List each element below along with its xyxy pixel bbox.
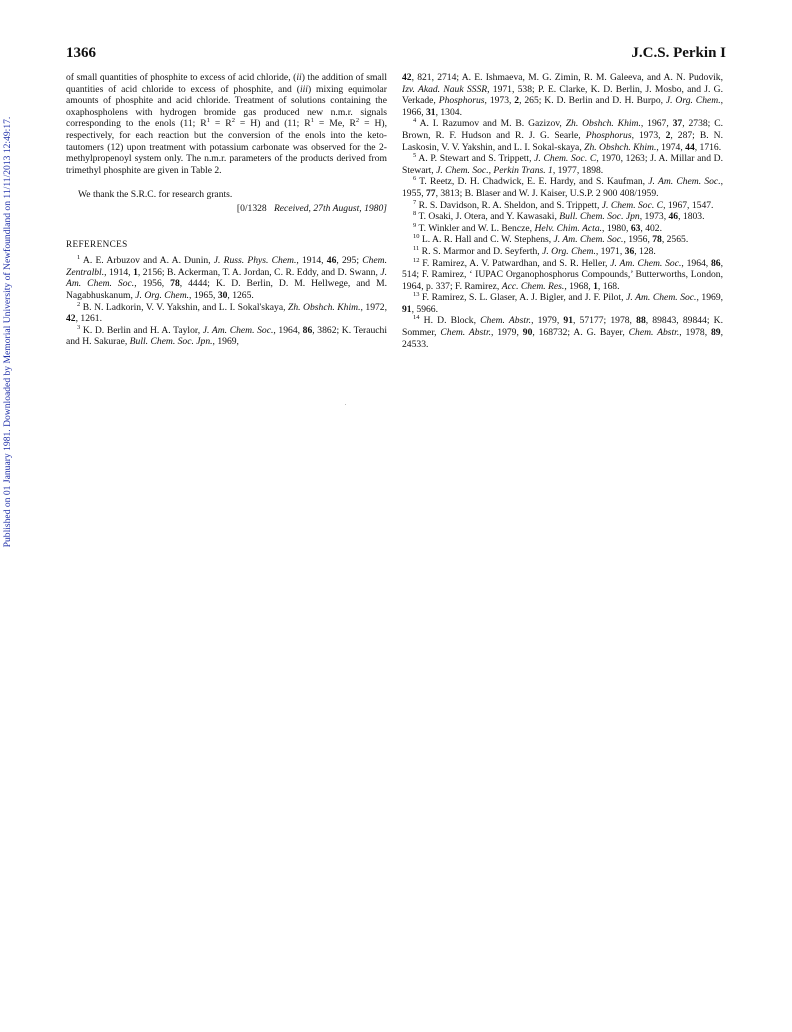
reference-3-start: $^3$ K. D. Berlin and H. A. Taylor, J. Am. Chem. Soc., 1964, 86, 3862; K. Terauchi and H. Sakurae, Bull. Chem. Soc. Jpn., 1969, xyxy=(66,323,388,348)
reference-9: $^9$ T. Winkler and W. L. Bencze, Helv. Chim. Acta., 1980, 63, 402. xyxy=(413,221,662,234)
reference-11: $^{11}$ R. S. Marmor and D. Seyferth, J. Org. Chem., 1971, 36, 128. xyxy=(413,244,656,257)
download-watermark: Published on 01 January 1981. Downloaded by Memorial University of Newfoundland on 11/11/2013 12:49:17. xyxy=(2,116,13,548)
journal-name: J.C.S. Perkin I xyxy=(631,45,726,61)
reference-7: $^7$ R. S. Davidson, R. A. Sheldon, and S. Trippett, J. Chem. Soc. C, 1967, 1547. xyxy=(413,198,714,211)
reference-5: $^5$ A. P. Stewart and S. Trippett, J. Chem. Soc. C, 1970, 1263; J. A. Millar and D. Stewart, J. Chem. Soc., Perkin Trans. 1, 1977, 1898. xyxy=(402,151,723,176)
reference-4: $^4$ A. I. Razumov and M. B. Gazizov, Zh. Obshch. Khim., 1967, 37, 2738; C. Brown, R. F. Hudson and R. J. G. Searle, Phosphorus, 1973, 2, 287; B. N. Laskosin, V. V. Yakshin, and L. I. Sokal-skaya, Zh. Obshch. Khim., 1974, 44, 1716. xyxy=(402,117,723,153)
reference-12: $^{12}$ F. Ramirez, A. V. Patwardhan, and S. R. Heller, J. Am. Chem. Soc., 1964, 86, 514; F. Ramirez, ‘ IUPAC Organophosphorus Compounds,’ Butterworths, London, 1964, p. 337; F. Ramirez, Acc. Chem. Res., 1968, 1, 168. xyxy=(402,256,723,292)
page-number: 1366 xyxy=(66,45,96,61)
reference-1: $^1$ A. E. Arbuzov and A. A. Dunin, J. Russ. Phys. Chem., 1914, 46, 295; Chem. Zentralbl., 1914, 1, 2156; B. Ackerman, T. A. Jordan, C. R. Eddy, and D. Swann, J. Am. Chem. Soc., 1956, 78, 4444; K. D. Berlin, D. M. Hellwege, and M. Nagabhuskanum, J. Org. Chem., 1965, 30, 1265. xyxy=(66,253,388,301)
references-heading: REFERENCES xyxy=(66,238,128,249)
body-paragraph: of small quantities of phosphite to excess of acid chloride, (ii) the addition of small quantities of acid chloride to excess of phosphite, and (iii) mixing equimolar amounts of phosphite and acid chloride. Treatment of solutions containing the oxaphospholens with hydrogen bromide gas produced new n.m.r. signals corresponding to the enols (11; $R^1 = R^2 = H$) and (11; $R^1 = Me$, $R^2 = H$), respectively, for each reaction but the conversion of the enols into the keto-tautomers (12) upon treatment with potassium carbonate was observed for the 2-methylpropenoyl system only. The n.m.r. parameters of the products derived from trimethyl phosphite are given in Table 2. xyxy=(66,72,388,176)
scan-speck xyxy=(345,404,346,405)
left-column xyxy=(66,72,387,348)
reference-10: $^{10}$ L. A. R. Hall and C. W. Stephens, J. Am. Chem. Soc., 1956, 78, 2565. xyxy=(413,233,689,246)
right-column xyxy=(402,72,723,350)
reference-6: $^6$ T. Reetz, D. H. Chadwick, E. E. Hardy, and S. Kaufman, J. Am. Chem. Soc., 1955, 77, 3813; B. Blaser and W. J. Kaiser, U.S.P. 2 900 408/1959. xyxy=(402,175,723,199)
reference-8: $^8$ T. Osaki, J. Otera, and Y. Kawasaki, Bull. Chem. Soc. Jpn, 1973, 46, 1803. xyxy=(413,209,705,223)
page-header xyxy=(66,45,726,65)
reference-3-continued: 42, 821, 2714; A. E. Ishmaeva, M. G. Zimin, R. M. Galeeva, and A. N. Pudovik, Izv. Akad. Nauk SSSR, 1971, 538; P. E. Clarke, K. D. Berlin, J. Mosbo, and J. G. Verkade, Phosphorus, 1973, 2, 265; K. D. Berlin and D. H. Burpo, J. Org. Chem., 1966, 31, 1304. xyxy=(402,72,723,118)
received-date: Received, 27th August, 1980] xyxy=(273,202,387,214)
received-line xyxy=(66,203,387,215)
reference-13: $^{13}$ F. Ramirez, S. L. Glaser, A. J. Bigler, and J. F. Pilot, J. Am. Chem. Soc., 1969, 91, 5966. xyxy=(402,291,724,315)
acknowledgement: We thank the S.R.C. for research grants. xyxy=(78,189,233,201)
manuscript-code: [0/1328 xyxy=(236,202,267,214)
reference-14: $^{14}$ H. D. Block, Chem. Abstr., 1979, 91, 57177; 1978, 88, 89843, 89844; K. Sommer, Chem. Abstr., 1979, 90, 168732; A. G. Bayer, Chem. Abstr., 1978, 89, 24533. xyxy=(402,314,724,350)
reference-2: $^2$ B. N. Ladkorin, V. V. Yakshin, and L. I. Sokal'skaya, Zh. Obshch. Khim., 1972, 42, 1261. xyxy=(66,300,387,325)
